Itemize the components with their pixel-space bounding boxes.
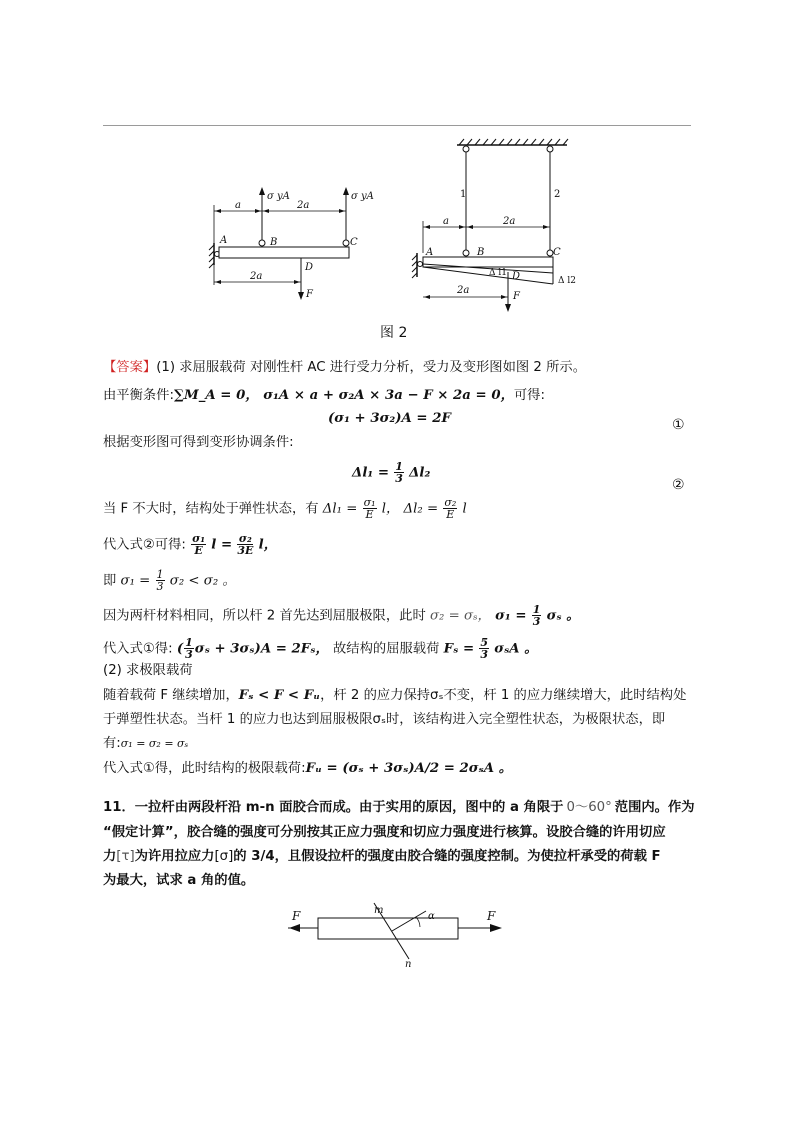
sub2-f1-den: E <box>194 544 203 557</box>
elastic-frac-2 <box>443 497 457 520</box>
sub2-frac-2 <box>237 533 253 556</box>
label-D: D <box>305 262 314 273</box>
ie-num: 1 <box>156 568 164 581</box>
substitute-1-line <box>103 637 538 660</box>
reason-eq2-right: σₛ 。 <box>546 608 580 624</box>
q11-line4: 为最大，试求 a 角的值。 <box>103 873 255 888</box>
elastic-f2-num: σ₂ <box>444 496 457 509</box>
elastic-l2: l <box>462 501 467 517</box>
label-A: A <box>426 247 434 258</box>
label-F: F <box>513 291 520 302</box>
p2-line4-a: 代入式①得，此时结构的极限载荷: <box>103 761 306 776</box>
p2-line2: 于弹塑性状态。当杆 1 的应力也达到屈服极限σₛ时，该结构进入完全塑性状态，为极限状态，即 <box>103 712 666 727</box>
ie-den: 3 <box>156 580 164 593</box>
q11-line3-a: 力 <box>103 849 117 864</box>
answer-part1-line <box>103 359 586 377</box>
q11-tau: [τ] <box>116 849 135 864</box>
balance-line <box>103 387 545 405</box>
label-2a-bottom: 2a <box>250 271 263 282</box>
reason-frac <box>532 604 542 627</box>
ie-line <box>103 569 236 592</box>
label-A: A <box>220 235 228 246</box>
balance-suffix: 可得: <box>513 388 545 403</box>
p2-line4-eq: Fᵤ = (σₛ + 3σₛ)A/2 = 2σₛA 。 <box>305 761 513 776</box>
label-D: D <box>512 271 521 282</box>
q11-line1-b: 范围内。作为 <box>614 800 695 815</box>
eq2-den: 3 <box>395 472 403 485</box>
label-n: n <box>405 959 412 970</box>
sub1-eq-b: σₛ + 3σₛ)A = 2Fₛ， <box>194 641 329 657</box>
label-a: a <box>443 216 449 227</box>
label-stress-b: σ yA <box>267 191 290 202</box>
label-rod-2: 2 <box>554 189 561 200</box>
label-C: C <box>553 247 561 258</box>
q11-bar-figure <box>288 905 508 970</box>
q11-line2: “假定计算”，胶合缝的强度可分别按其正应力强度和切应力强度进行核算。设胶合缝的许用切应 <box>103 825 666 840</box>
label-stress-c: σ yA <box>351 191 374 202</box>
label-delta-l2: Δ l2 <box>558 276 576 286</box>
sub2-f2-den: 3E <box>237 544 254 557</box>
sub2-text: 代入式②可得: <box>103 537 186 553</box>
equation-2-number: ② <box>672 477 685 493</box>
figure-2-right-deformation-diagram <box>407 137 582 315</box>
p2-line4 <box>103 760 512 778</box>
p2-line3-eq: σ₁ = σ₂ = σₛ <box>120 737 189 750</box>
label-2a-bottom: 2a <box>457 285 470 296</box>
elastic-dl2: Δl₂ = <box>403 501 439 517</box>
p2-line1-eq: Fₛ < F < Fᵤ <box>238 688 321 703</box>
label-F-right: F <box>487 909 496 923</box>
label-m: m <box>374 905 384 916</box>
reason-num: 1 <box>532 603 541 616</box>
reason-text: 因为两杆材料相同，所以杆 2 首先达到屈服极限，此时 <box>103 608 426 624</box>
sub2-f2-num: σ₂ <box>238 532 252 545</box>
part1-title: (1) 求屈服载荷 对刚性杆 AC 进行受力分析，受力及变形图如图 2 所示。 <box>156 360 587 375</box>
eq2-fraction <box>394 461 404 484</box>
sub1-res-frac <box>479 637 489 660</box>
elastic-text: 当 F 不大时，结构处于弹性状态，有 <box>103 501 319 517</box>
equation-2 <box>352 461 430 484</box>
ie-text: 即 <box>103 573 117 589</box>
eq2-num: 1 <box>395 460 403 473</box>
elastic-line <box>103 497 467 520</box>
sub1-res-num: 5 <box>480 636 488 649</box>
answer-tag: 【答案】 <box>103 360 157 375</box>
elastic-frac-1 <box>363 497 377 520</box>
q11-line1 <box>103 799 695 817</box>
p2-line3-a: 有: <box>103 736 121 751</box>
eq2-right: Δl₂ <box>409 465 431 481</box>
label-F: F <box>306 289 313 300</box>
sub2-mid: l = <box>211 537 233 553</box>
q11-line3 <box>103 848 661 866</box>
sub1-res-left: Fₛ = <box>443 641 475 657</box>
balance-equation: ∑M_A = 0， σ₁A × a + σ₂A × 3a − F × 2a = 0， <box>173 388 514 403</box>
sub1-frac <box>184 637 194 660</box>
sub1-num: 1 <box>185 636 193 649</box>
elastic-f2-den: E <box>446 508 455 521</box>
balance-prefix: 由平衡条件: <box>103 388 174 403</box>
ie-left: σ₁ = <box>120 573 151 589</box>
reason-eq2-left: σ₁ = <box>495 608 527 624</box>
q11-line1-a: 11．一拉杆由两段杆沿 m-n 面胶合而成。由于实用的原因，图中的 a 角限于 <box>103 800 564 815</box>
p2-line1 <box>103 687 686 705</box>
label-C: C <box>350 237 358 248</box>
sub1-res-right: σₛA 。 <box>494 641 538 657</box>
elastic-f1-den: E <box>365 508 374 521</box>
figure-2-left-force-diagram <box>205 185 374 305</box>
q11-range: 0～60° <box>566 800 612 815</box>
label-F-left: F <box>292 909 301 923</box>
label-B: B <box>270 237 278 248</box>
elastic-l1: l， <box>381 501 400 517</box>
reason-line <box>103 604 580 627</box>
label-B: B <box>477 247 485 258</box>
ie-right: σ₂ < σ₂ 。 <box>169 573 236 589</box>
sub1-text: 代入式①得: <box>103 641 173 657</box>
ie-frac <box>156 569 165 592</box>
elastic-f1-num: σ₁ <box>363 496 376 509</box>
q11-sigma: [σ] <box>214 849 234 864</box>
p2-line1-a: 随着载荷 F 继续增加， <box>103 688 239 703</box>
sub1-res-den: 3 <box>480 648 488 661</box>
sub2-frac-1 <box>191 533 206 556</box>
label-alpha: α <box>428 911 435 922</box>
sub1-mid: 故结构的屈服载荷 <box>333 641 440 657</box>
sub2-f1-num: σ₁ <box>192 532 206 545</box>
q11-line3-b: 为许用拉应力 <box>134 849 215 864</box>
p2-line1-b: ，杆 2 的应力保持σₛ不变，杆 1 的应力继续增大，此时结构处 <box>320 688 687 703</box>
part2-title: (2) 求极限载荷 <box>103 663 193 678</box>
equation-1: (σ₁ + 3σ₂)A = 2F <box>328 411 451 426</box>
substitute-2-line <box>103 533 277 556</box>
reason-den: 3 <box>532 615 541 628</box>
label-delta-l1: Δ l1 <box>489 268 507 278</box>
label-a: a <box>235 200 241 211</box>
sub1-den: 3 <box>185 648 193 661</box>
compat-text: 根据变形图可得到变形协调条件: <box>103 435 294 450</box>
header-rule <box>103 125 691 126</box>
label-2a-top: 2a <box>503 216 516 227</box>
reason-eq1: σ₂ = σₛ， <box>429 608 491 624</box>
equation-1-number: ① <box>672 417 685 433</box>
elastic-dl1: Δl₁ = <box>322 501 358 517</box>
p2-line3 <box>103 735 188 753</box>
q11-line3-c: 的 3/4，且假设拉杆的强度由胶合缝的强度控制。为使拉杆承受的荷载 F <box>233 849 661 864</box>
figure-caption: 图 2 <box>380 325 408 341</box>
eq2-left: Δl₁ = <box>352 465 389 481</box>
sub2-end: l， <box>258 537 277 553</box>
sub1-eq-a: ( <box>176 641 184 657</box>
label-rod-1: 1 <box>460 189 467 200</box>
label-2a-top: 2a <box>297 200 310 211</box>
